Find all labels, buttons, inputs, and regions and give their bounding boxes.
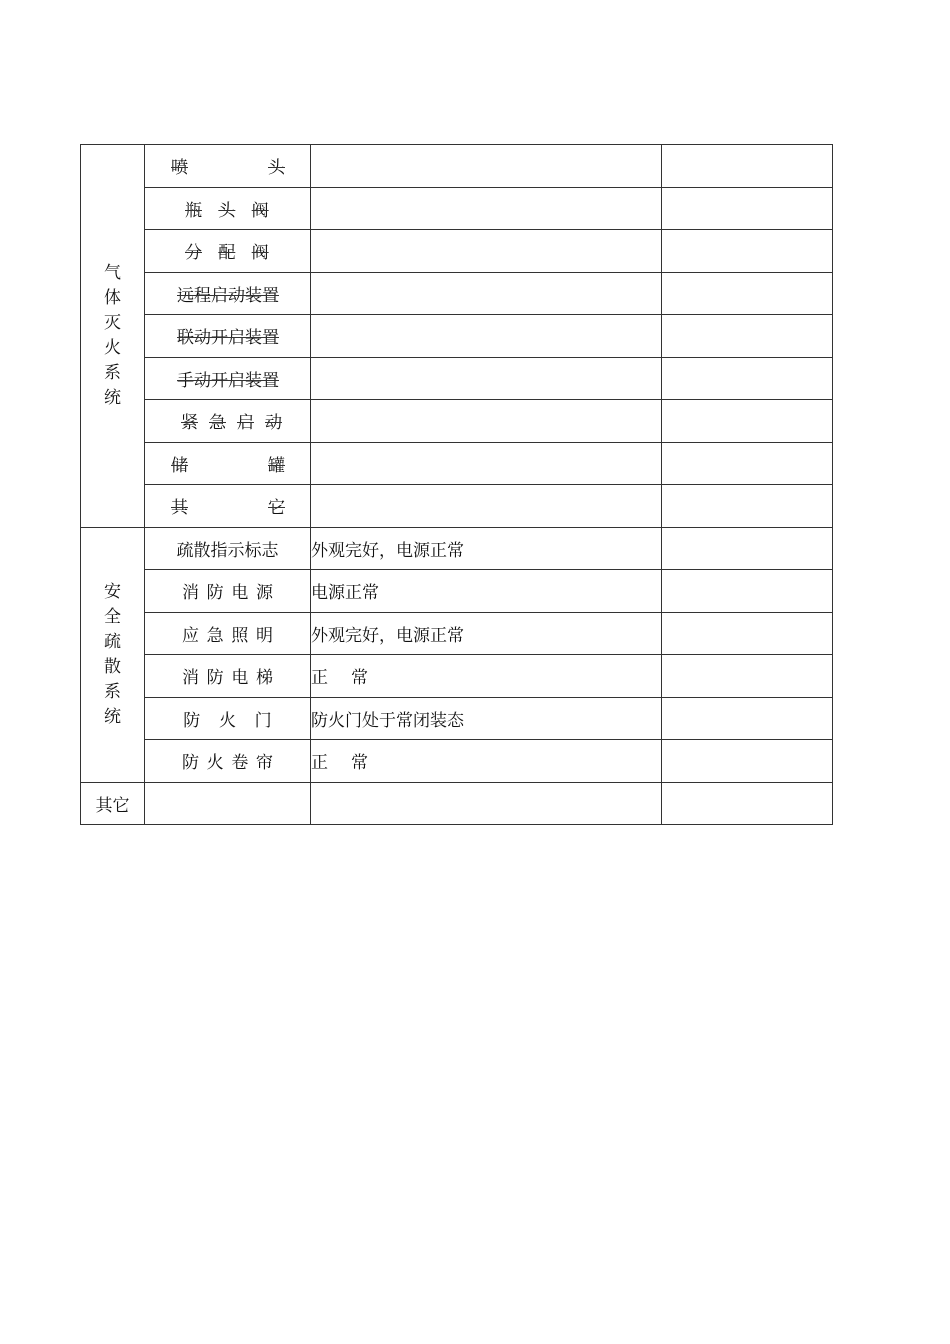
note-cell[interactable]	[662, 612, 833, 655]
item-cell	[145, 570, 311, 613]
note-cell[interactable]	[662, 782, 833, 825]
status-cell[interactable]	[311, 272, 662, 315]
item-nozzle-struck	[171, 153, 285, 178]
note-cell[interactable]	[662, 230, 833, 273]
table-row	[81, 400, 833, 443]
item-linkage-open-struck: 联动开启装置	[177, 328, 279, 349]
status-cell[interactable]: 正常	[311, 740, 662, 783]
note-cell[interactable]	[662, 400, 833, 443]
item-cell	[145, 145, 311, 188]
item-char: 紧	[181, 413, 198, 434]
item-manual-open-struck: 手动开启装置	[177, 370, 279, 391]
item-cell	[145, 400, 311, 443]
table-row	[81, 740, 833, 783]
item-char: 罐	[268, 455, 285, 476]
item-cylinder-valve-struck	[185, 196, 285, 221]
table-row	[81, 612, 833, 655]
section-label-gas	[81, 145, 145, 528]
item-char: 阀	[251, 200, 269, 221]
status-cell[interactable]: 防火门处于常闭装态	[311, 697, 662, 740]
table-row	[81, 485, 833, 528]
status-cell[interactable]	[311, 400, 662, 443]
status-cell[interactable]	[311, 187, 662, 230]
status-cell[interactable]: 外观完好，电源正常	[311, 527, 662, 570]
table-row	[81, 272, 833, 315]
status-cell[interactable]	[311, 485, 662, 528]
table-row	[81, 230, 833, 273]
status-cell[interactable]: 正常	[311, 655, 662, 698]
item-cell	[145, 740, 311, 783]
status-cell[interactable]	[311, 442, 662, 485]
item-cell	[145, 230, 311, 273]
status-cell[interactable]: 外观完好，电源正常	[311, 612, 662, 655]
table-row	[81, 357, 833, 400]
note-cell[interactable]	[662, 187, 833, 230]
item-other-gas-struck	[171, 493, 285, 518]
status-cell[interactable]	[311, 145, 662, 188]
item-char: 头	[268, 158, 285, 179]
status-cell[interactable]	[311, 782, 662, 825]
item-cell	[145, 442, 311, 485]
inspection-table	[80, 144, 833, 825]
item-cell	[145, 485, 311, 528]
note-cell[interactable]	[662, 697, 833, 740]
item-cell	[145, 697, 311, 740]
table-row	[81, 145, 833, 188]
note-cell[interactable]	[662, 315, 833, 358]
status-cell[interactable]	[311, 357, 662, 400]
section-label-other: 其它	[81, 782, 145, 825]
item-emergency-light: 应急照明	[182, 625, 281, 646]
table-row	[81, 527, 833, 570]
item-cell	[145, 612, 311, 655]
note-cell[interactable]	[662, 272, 833, 315]
item-cell	[145, 357, 311, 400]
item-char: 动	[265, 413, 282, 434]
table-row	[81, 697, 833, 740]
table-row	[81, 315, 833, 358]
section-label-gas-text: 气体灭火系统	[104, 262, 121, 408]
item-cell	[145, 655, 311, 698]
item-distribution-valve-struck	[185, 238, 285, 263]
note-cell[interactable]	[662, 442, 833, 485]
section-label-evac-text: 安全疏散系统	[104, 581, 121, 727]
item-evac-sign: 疏散指示标志	[176, 540, 279, 561]
item-cell	[145, 187, 311, 230]
status-cell[interactable]	[311, 230, 662, 273]
item-char: 瓶	[185, 200, 202, 221]
item-fire-power: 消防电源	[182, 583, 281, 604]
item-fire-shutter: 防火卷帘	[182, 753, 281, 774]
item-storage-tank-struck	[171, 451, 285, 476]
table-row	[81, 655, 833, 698]
note-cell[interactable]	[662, 740, 833, 783]
table-row	[81, 187, 833, 230]
item-char: 配	[218, 243, 236, 264]
item-cell	[145, 272, 311, 315]
item-fire-elevator: 消防电梯	[182, 668, 281, 689]
note-cell[interactable]	[662, 145, 833, 188]
item-char: 头	[218, 200, 236, 221]
table-row	[81, 782, 833, 825]
item-fire-door: 防火门	[183, 710, 291, 731]
table-row	[81, 442, 833, 485]
section-label-evac	[81, 527, 145, 782]
note-cell[interactable]	[662, 570, 833, 613]
item-char: 启	[237, 413, 254, 434]
table-row	[81, 570, 833, 613]
status-cell[interactable]	[311, 315, 662, 358]
item-char: 喷	[171, 158, 188, 179]
item-char: 分	[185, 243, 202, 264]
note-cell[interactable]	[662, 655, 833, 698]
status-cell[interactable]: 电源正常	[311, 570, 662, 613]
note-cell[interactable]	[662, 357, 833, 400]
item-char: 急	[209, 413, 226, 434]
item-emergency-start-struck	[181, 408, 282, 433]
item-char: 其	[171, 498, 188, 519]
item-cell	[145, 315, 311, 358]
note-cell[interactable]	[662, 527, 833, 570]
item-cell[interactable]	[145, 782, 311, 825]
item-char: 储	[171, 455, 188, 476]
item-char: 它	[268, 498, 285, 519]
item-cell	[145, 527, 311, 570]
note-cell[interactable]	[662, 485, 833, 528]
item-remote-start-struck: 远程启动装置	[177, 285, 279, 306]
item-char: 阀	[251, 243, 269, 264]
